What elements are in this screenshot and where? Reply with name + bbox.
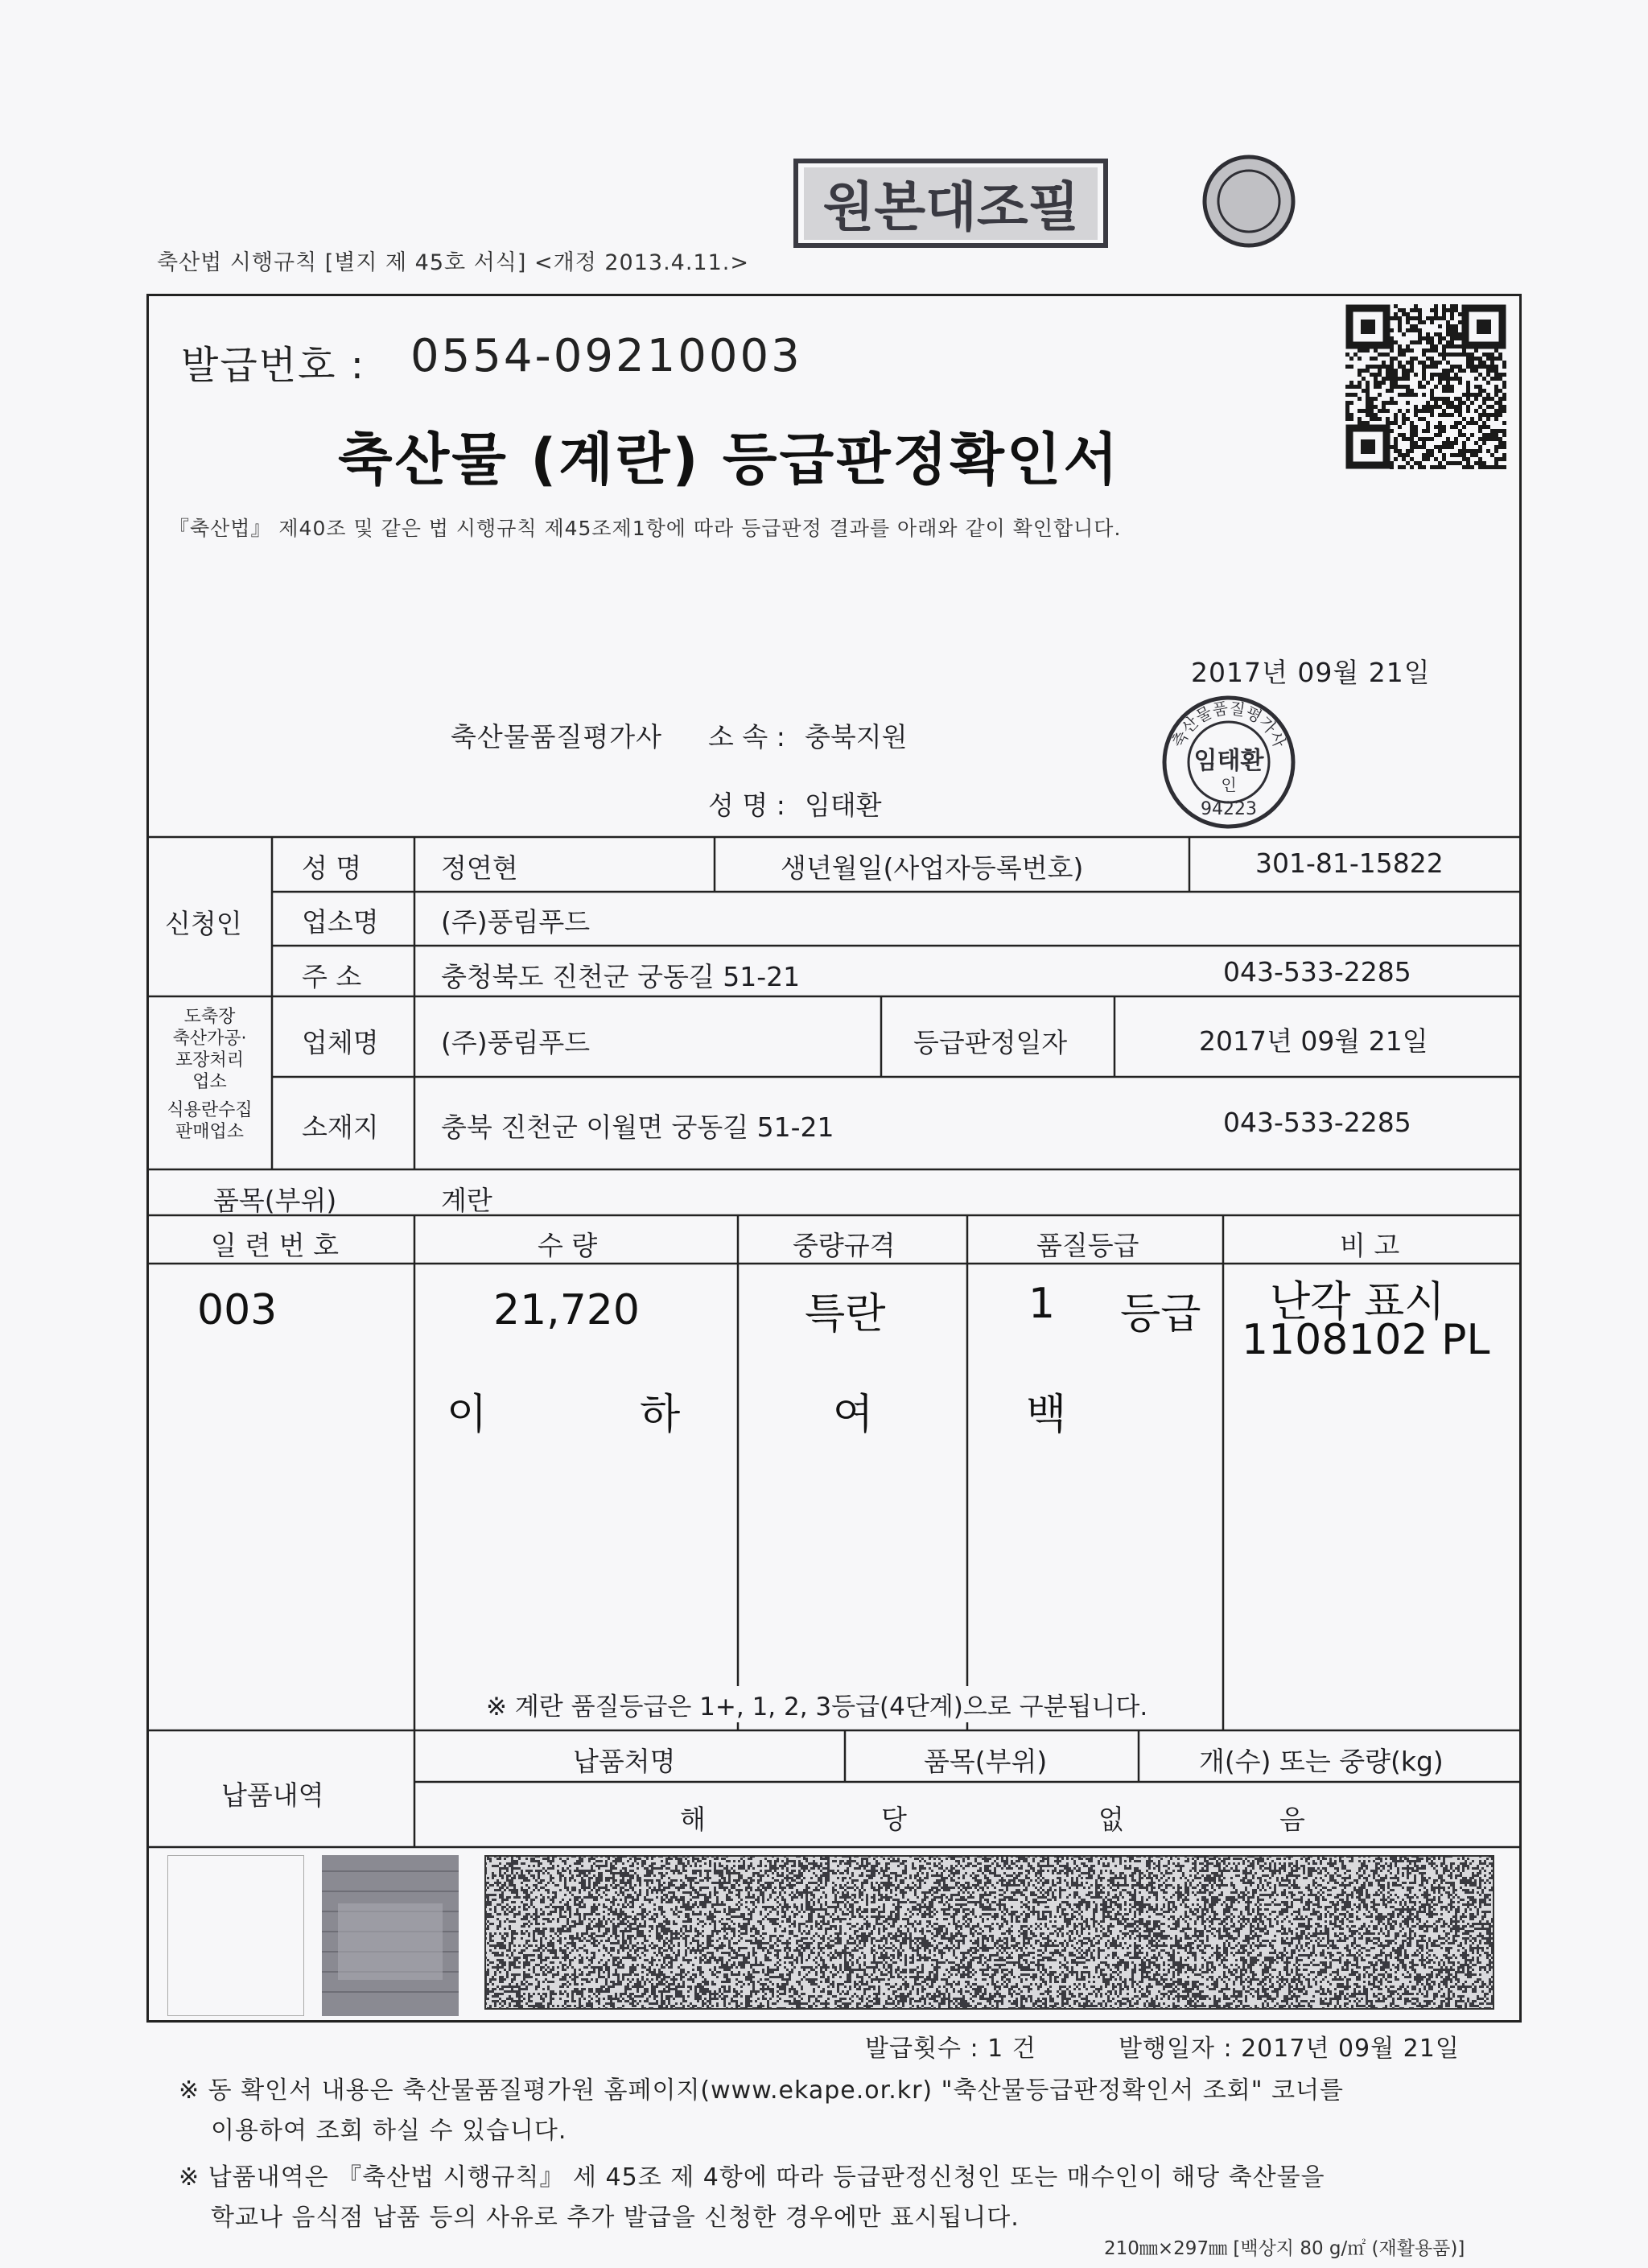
issue-date: 2017년 09월 21일 xyxy=(1191,657,1431,688)
item-value: 계란 xyxy=(441,1185,492,1216)
regulation-form-text: 축산법 시행규칙 [별지 제 45호 서식] <개정 2013.4.11.> xyxy=(157,250,749,275)
delivery-value-1: 해 xyxy=(680,1804,706,1835)
evaluator-affiliation: 충북지원 xyxy=(805,721,908,753)
evaluator-name: 임태환 xyxy=(805,790,882,821)
facility-company: (주)풍림푸드 xyxy=(441,1027,591,1058)
facility-group-line: 업소 xyxy=(192,1072,227,1092)
security-barcode-pattern xyxy=(484,1855,1494,2010)
below-marker-left: 이 xyxy=(447,1391,488,1439)
facility-group-line: 포장처리 xyxy=(175,1050,244,1070)
delivery-value-4: 음 xyxy=(1279,1804,1305,1835)
facility-group-line: 축산가공· xyxy=(172,1029,247,1049)
security-hologram xyxy=(322,1855,459,2016)
footnote-2a: ※ 납품내역은 『축산법 시행규칙』 세 45조 제 4항에 따라 등급판정신청인 또는 매수인이 해당 축산물을 xyxy=(179,2163,1325,2192)
quantity-value: 21,720 xyxy=(493,1286,640,1334)
grade-number: 1 xyxy=(1028,1280,1056,1328)
grading-date: 2017년 09월 21일 xyxy=(1199,1025,1428,1057)
header-quality-grade: 품질등급 xyxy=(1036,1230,1139,1261)
facility-group-line: 식용란수집 xyxy=(167,1100,253,1120)
facility-location: 충북 진천군 이월면 궁동길 51-21 xyxy=(441,1111,834,1143)
seal-number: 94223 xyxy=(1201,799,1257,819)
delivery-header-amount: 개(수) 또는 중량(kg) xyxy=(1199,1746,1444,1777)
security-box-blank xyxy=(167,1855,304,2016)
grade-note: ※ 계란 품질등급은 1+, 1, 2, 3등급(4단계)으로 구분됩니다. xyxy=(483,1686,1151,1722)
serial-number: 003 xyxy=(197,1286,278,1334)
applicant-business: (주)풍림푸드 xyxy=(441,906,591,938)
facility-group-line: 도축장 xyxy=(183,1007,236,1027)
delivery-header-recipient: 납품처명 xyxy=(573,1746,676,1777)
certified-copy-stamp-text: 원본대조필 xyxy=(822,176,1080,238)
applicant-name-label: 성 명 xyxy=(302,852,362,884)
issue-number-label: 발급번호 : xyxy=(181,343,365,388)
footnote-1a: ※ 동 확인서 내용은 축산물품질평가원 홈페이지(www.ekape.or.kr) "축산물등급판정확인서 조회" 코너를 xyxy=(179,2076,1345,2105)
applicant-phone: 043-533-2285 xyxy=(1223,956,1411,988)
grading-date-label: 등급판정일자 xyxy=(913,1027,1068,1058)
paper-spec: 210㎜×297㎜ [백상지 80 g/㎡ (재활용품)] xyxy=(1104,2238,1465,2259)
document-title: 축산물 (계란) 등급판정확인서 xyxy=(338,427,1121,493)
weight-spec-value: 특란 xyxy=(805,1290,886,1338)
header-quantity: 수 량 xyxy=(538,1230,598,1261)
applicant-name: 정연현 xyxy=(441,852,518,884)
applicant-business-label: 업소명 xyxy=(302,906,379,938)
seal-mark: 인 xyxy=(1221,775,1237,794)
below-marker-spec: 여 xyxy=(833,1391,874,1439)
issue-count: 발급횟수 : 1 건 xyxy=(865,2035,1036,2063)
applicant-address-label: 주 소 xyxy=(302,961,362,992)
header-weight-spec: 중량규격 xyxy=(793,1230,896,1261)
below-marker-right: 하 xyxy=(640,1391,681,1439)
facility-group-line: 판매업소 xyxy=(175,1122,244,1142)
facility-company-label: 업체명 xyxy=(302,1027,379,1058)
delivery-value-2: 당 xyxy=(881,1804,907,1835)
legal-basis-text: 『축산법』 제40조 및 같은 법 시행규칙 제45조제1항에 따라 등급판정 결과를 아래와 같이 확인합니다. xyxy=(169,517,1122,540)
facility-location-label: 소재지 xyxy=(302,1111,379,1143)
evaluator-name-label: 성 명 : xyxy=(708,790,785,821)
evaluator-role: 축산물품질평가사 xyxy=(451,721,663,753)
header-serial: 일 련 번 호 xyxy=(211,1230,339,1261)
delivery-value-3: 없 xyxy=(1098,1804,1124,1835)
issue-date-footer: 발행일자 : 2017년 09월 21일 xyxy=(1119,2035,1460,2063)
applicant-group-label: 신청인 xyxy=(165,908,242,939)
grade-unit: 등급 xyxy=(1120,1290,1201,1338)
evaluator-affiliation-label: 소 속 : xyxy=(708,721,785,753)
delivery-header-item: 품목(부위) xyxy=(924,1746,1048,1777)
footnote-2b: 학교나 음식점 납품 등의 사유로 추가 발급을 신청한 경우에만 표시됩니다. xyxy=(211,2204,1020,2232)
issue-number: 0554-09210003 xyxy=(410,330,802,382)
delivery-label: 납품내역 xyxy=(221,1779,324,1811)
header-remark: 비 고 xyxy=(1340,1230,1400,1261)
seal-name: 임태환 xyxy=(1193,747,1264,775)
facility-group-label xyxy=(151,1006,268,1143)
facility-phone: 043-533-2285 xyxy=(1223,1107,1411,1138)
applicant-birth: 301-81-15822 xyxy=(1255,847,1444,879)
applicant-address: 충청북도 진천군 궁동길 51-21 xyxy=(441,961,801,992)
applicant-birth-label: 생년월일(사업자등록번호) xyxy=(781,852,1084,884)
below-marker-grade: 백 xyxy=(1026,1391,1067,1439)
remark-line-2: 1108102 PL xyxy=(1242,1316,1490,1364)
remark-line-1: 난각 표시 xyxy=(1270,1278,1445,1326)
footnote-1b: 이용하여 조회 하실 수 있습니다. xyxy=(211,2117,567,2145)
item-label: 품목(부위) xyxy=(213,1185,337,1216)
seal-ring-text: 축산물품질평가사 xyxy=(1168,698,1290,751)
